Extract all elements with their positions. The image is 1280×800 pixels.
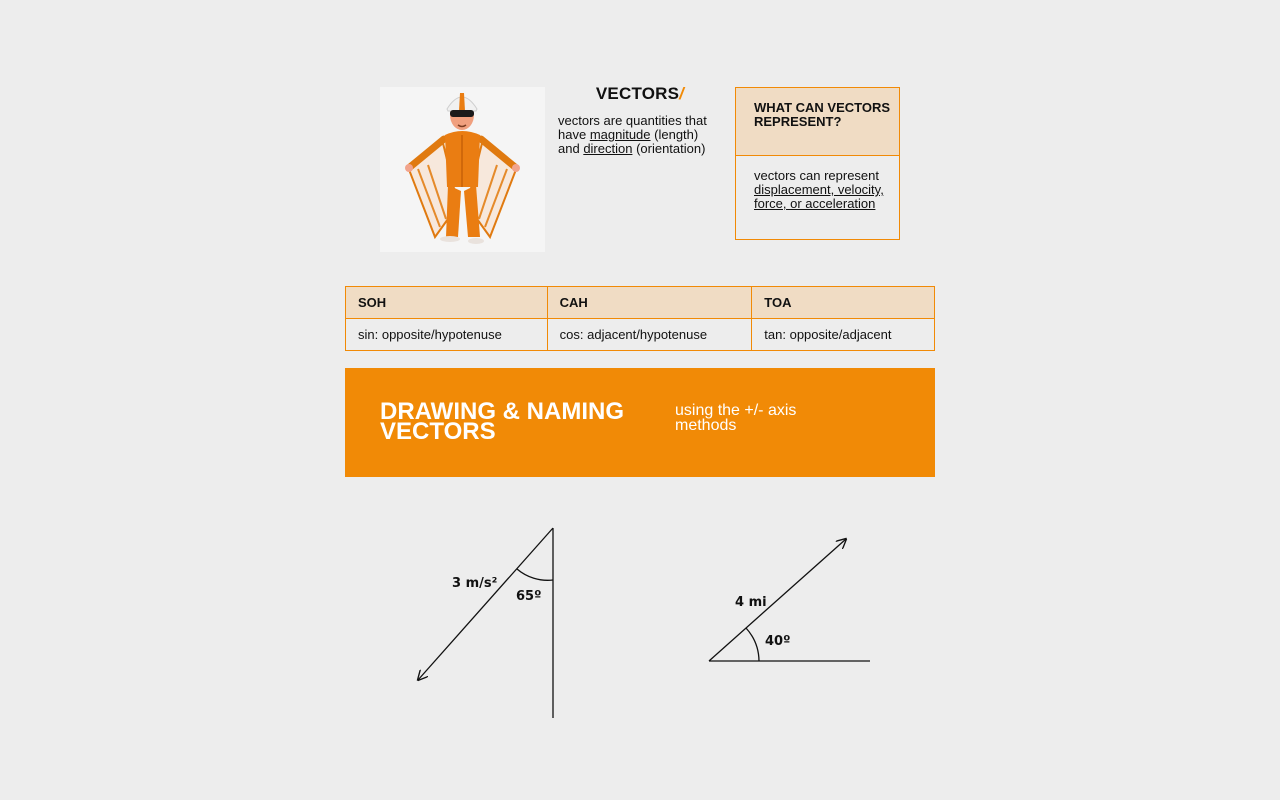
card-heading: WHAT CAN VECTORS REPRESENT? (736, 88, 899, 156)
vector-diagrams (345, 500, 935, 740)
right-magnitude-label: 4 mi (735, 595, 767, 610)
table-header-cah: CAH (547, 287, 752, 319)
table-header-toa: TOA (752, 287, 935, 319)
left-angle-label: 65º (516, 589, 542, 604)
direction-term: direction (583, 141, 633, 156)
vector-3ms2-arrow (418, 528, 553, 680)
card-body (736, 156, 899, 211)
definition-text-3: (orientation) (632, 141, 706, 156)
right-angle-label: 40º (765, 634, 791, 649)
left-vector-diagram (418, 528, 553, 718)
table-cell-tan: tan: opposite/adjacent (752, 319, 935, 351)
wingsuit-character-image (380, 87, 545, 252)
banner-subtitle: using the +/- axis methods (675, 402, 797, 434)
section-banner (345, 368, 935, 477)
table-header-row (346, 287, 935, 319)
banner-title: DRAWING & NAMING VECTORS (380, 398, 624, 445)
vector-definition (558, 114, 718, 156)
soh-cah-toa-table (345, 286, 935, 351)
angle-arc-65 (517, 569, 553, 580)
title-text: VECTORS (595, 84, 680, 103)
right-vector-diagram (709, 539, 870, 661)
table-cell-sin: sin: opposite/hypotenuse (346, 319, 548, 351)
angle-arc-40 (746, 628, 759, 661)
card-body-text: vectors can represent (754, 168, 880, 183)
table-row (346, 319, 935, 351)
magnitude-term: magnitude (589, 127, 651, 142)
title-accent: / (679, 84, 685, 103)
what-can-vectors-represent-card (735, 87, 900, 240)
table-cell-cos: cos: adjacent/hypotenuse (547, 319, 752, 351)
card-body-link: displacement, velocity, force, or acceleration (754, 182, 884, 211)
left-magnitude-label: 3 m/s² (452, 576, 498, 591)
table-header-soh: SOH (346, 287, 548, 319)
definition-text-1: vectors are quantities that have (558, 113, 707, 142)
definition-text-2: (length) and (558, 127, 699, 156)
page-title (558, 84, 722, 104)
